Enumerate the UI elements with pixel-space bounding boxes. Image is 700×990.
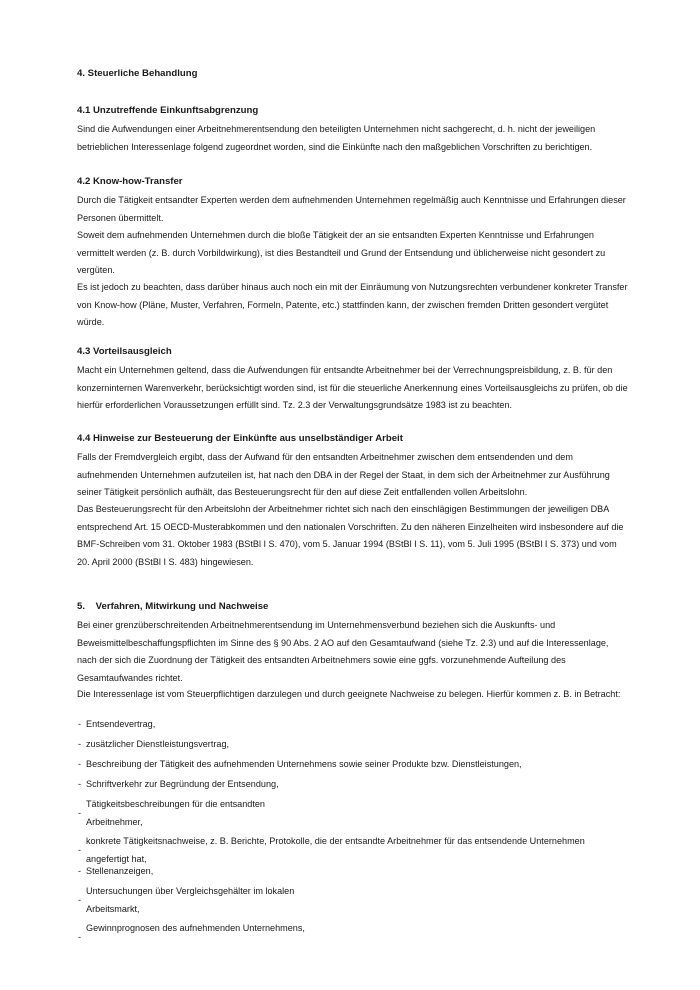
list-dash: - <box>78 759 82 769</box>
list-item-text: zusätzlicher Dienstleistungsvertrag, <box>86 739 230 749</box>
paragraph-4-2-a: Durch die Tätigkeit entsandter Experten werden dem aufnehmenden Unternehmen regelmäßig auch Kenntnisse und Erfahrungen dieser Personen übermittelt. <box>77 195 626 223</box>
subsection-heading-4-1: 4.1 Unzutreffende Einkunftsabgrenzung <box>77 105 259 116</box>
paragraph-4-4-b: Das Besteuerungsrecht für den Arbeitslohn der Arbeitnehmer richtet sich nach den einschlägigen Bestimmungen der jeweiligen DBA entsprechend Art. 15 OECD-Musterabkommen und den nationalen Vorschriften. Zu den näheren Einzelheiten wird insbesondere auf die BMF-Schreiben vom 31. Oktober 1983 (BStBl I S. 470), vom 5. Januar 1994 (BStBl I S. 11), vom 5. Juli 1995 (BStBl I S. 373) und vom 20. April 2000 (BStBl I S. 483) hingewiesen. <box>77 504 624 567</box>
list-item-text: Stellenanzeigen, <box>86 866 154 876</box>
list-dash: - <box>78 739 82 749</box>
paragraph-4-4-a: Falls der Fremdvergleich ergibt, dass der Aufwand für den entsandten Arbeitnehmer zwischen dem entsendenden und dem aufnehmenden Unternehmen aufzuteilen ist, hat nach den DBA in der Regel der Staat, in dem sich der Arbeitnehmer zur Ausführung seiner Tätigkeit persönlich aufhält, das Besteuerungsrecht für den auf diese Zeit entfallenden vollen Arbeitslohn. <box>77 452 610 497</box>
paragraph-4-2-c: Es ist jedoch zu beachten, dass darüber hinaus auch noch ein mit der Einräumung von Nutzungsrechten verbundener konkreter Transfer von Know-how (Pläne, Muster, Verfahren, Formeln, Patente, etc.) stattfinden kann, der zwischen fremden Dritten gesondert vergütet würde. <box>77 282 628 327</box>
list-dash: - <box>78 779 82 789</box>
list-dash: - <box>78 719 82 729</box>
list-item-text: Beschreibung der Tätigkeit des aufnehmenden Unternehmens sowie seiner Produkte bzw. Dienstleistungen, <box>86 759 522 769</box>
list-dash: - <box>78 866 82 876</box>
list-dash: - <box>78 808 82 818</box>
subsection-heading-4-4: 4.4 Hinweise zur Besteuerung der Einkünfte aus unselbständiger Arbeit <box>77 433 403 444</box>
subsection-heading-4-2: 4.2 Know-how-Transfer <box>77 176 183 187</box>
list-dash: - <box>78 845 82 855</box>
section-heading-5: 5. Verfahren, Mitwirkung und Nachweise <box>77 601 269 612</box>
list-item-text: Entsendevertrag, <box>86 719 156 729</box>
paragraph-4-3: Macht ein Unternehmen geltend, dass die Aufwendungen für entsandte Arbeitnehmer bei der Verrechnungspreisbildung, z. B. für den konzerninternen Warenverkehr, berücksichtigt worden sind, ist für die steuerliche Anerkennung eines Vorteilsausgleichs zu prüfen, ob die hierfür erforderlichen Voraussetzungen erfüllt sind. Tz. 2.3 der Verwaltungsgrundsätze 1983 ist zu beachten. <box>77 365 628 410</box>
list-item-text: Schriftverkehr zur Begründung der Entsendung, <box>86 779 279 789</box>
paragraph-5-b: Die Interessenlage ist vom Steuerpflichtigen darzulegen und durch geeignete Nachweise zu belegen. Hierfür kommen z. B. in Betracht: <box>77 689 621 699</box>
section-heading-4: 4. Steuerliche Behandlung <box>77 68 198 79</box>
paragraph-4-1: Sind die Aufwendungen einer Arbeitnehmerentsendung den beteiligten Unternehmen nicht sachgerecht, d. h. nicht der jeweiligen betrieblichen Interessenlage folgend zugeordnet worden, sind die Einkünfte nach den maßgeblichen Vorschriften zu berichtigen. <box>77 124 596 152</box>
list-item-text: Untersuchungen über Vergleichsgehälter im lokalen Arbeitsmarkt, <box>86 886 295 914</box>
subsection-heading-4-3: 4.3 Vorteilsausgleich <box>77 346 172 357</box>
paragraph-4-2-b: Soweit dem aufnehmenden Unternehmen durch die bloße Tätigkeit der an sie entsandten Experten Kenntnisse und Erfahrungen vermittelt werden (z. B. durch Vorbildwirkung), ist dies Bestandteil und Grund der Entsendung und üblicherweise nicht gesondert zu vergüten. <box>77 230 606 275</box>
list-dash: - <box>78 932 82 942</box>
list-item-text: Tätigkeitsbeschreibungen für die entsandten Arbeitnehmer, <box>86 799 265 827</box>
list-item-text: Gewinnprognosen des aufnehmenden Unternehmens, <box>86 923 305 933</box>
list-item-text: konkrete Tätigkeitsnachweise, z. B. Berichte, Protokolle, die der entsandte Arbeitnehmer für das entsendende Unternehmen angefertigt hat, <box>86 836 585 864</box>
list-dash: - <box>78 895 82 905</box>
paragraph-5-a: Bei einer grenzüberschreitenden Arbeitnehmerentsendung im Unternehmensverbund beziehen sich die Auskunfts- und Beweismittelbeschaffungspflichten im Sinne des § 90 Abs. 2 AO auf den Gesamtaufwand (siehe Tz. 2.3) und auf die Interessenlage, nach der sich die Zuordnung der Tätigkeit des entsandten Arbeitnehmers sowie eine ggfs. vorzunehmende Aufteilung des Gesamtaufwandes richtet. <box>77 620 609 683</box>
